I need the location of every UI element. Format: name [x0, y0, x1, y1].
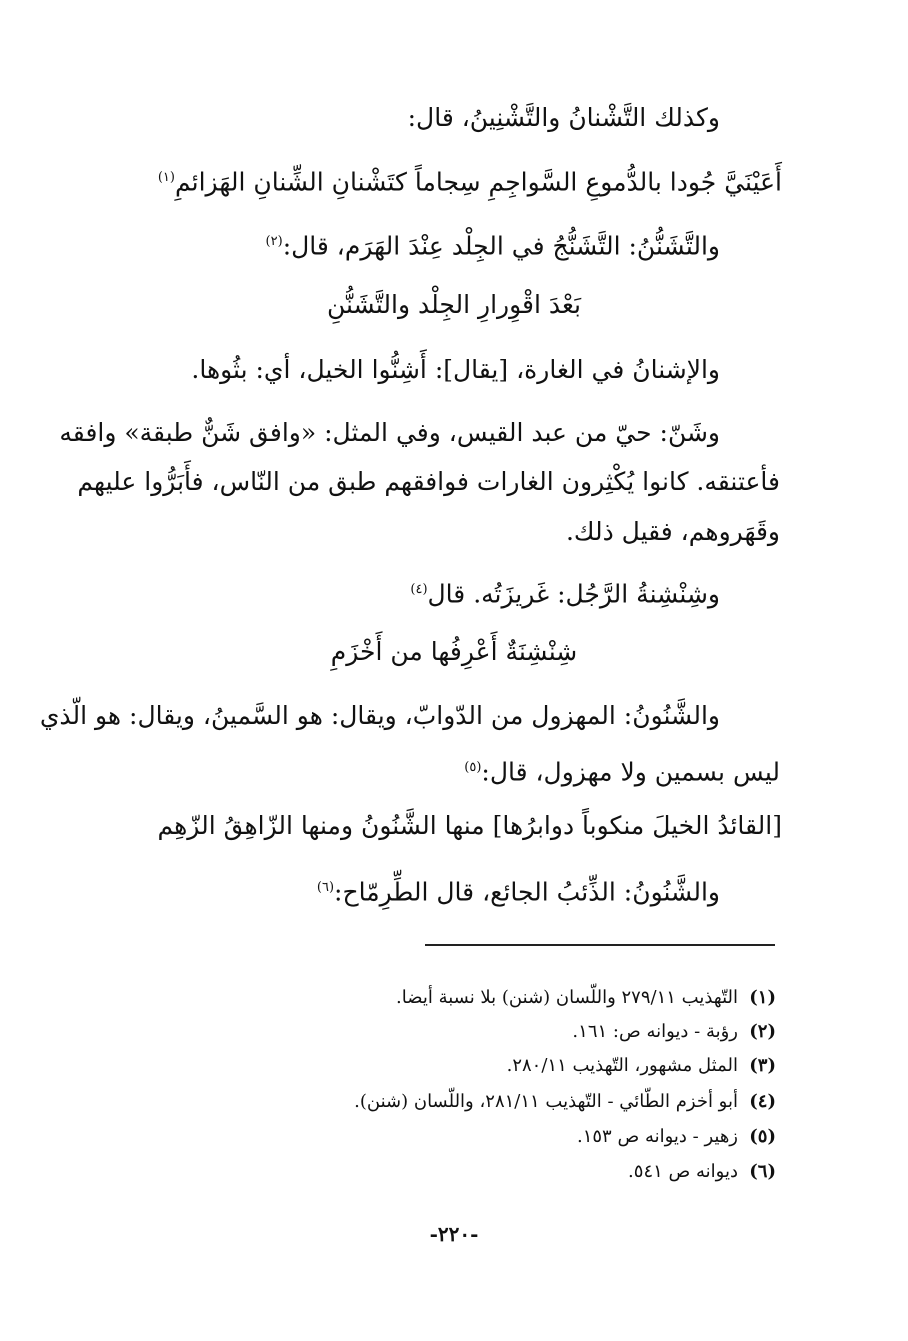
footnote: (٣)المثل مشهور، التّهذيب ٢٨٠/١١. — [506, 1055, 776, 1076]
footnote: (٢)رؤبة - ديوانه ص: ١٦١. — [572, 1021, 776, 1042]
footnote: (١)التّهذيب ٢٧٩/١١ واللّسان (شنن) بلا نسبة أيضا. — [396, 987, 776, 1008]
text-line: وقَهَروهم، فقيل ذلك. — [565, 517, 780, 546]
text-line: والشَّنُونُ: الذِّئبُ الجائع، قال الطِّرِمّاح:$^{(٦)}$ — [316, 877, 720, 907]
page-number: -٢٢٠- — [429, 1222, 479, 1246]
text-line: والتَّشَنُّنُ: التَّشَنُّجُ في الجِلْد عِنْدَ الهَرَم، قال:$^{(٢)}$ — [265, 231, 720, 261]
footnote: (٦)ديوانه ص ٥٤١. — [628, 1161, 776, 1182]
text-line: والشَّنُونُ: المهزول من الدّوابّ، ويقال: هو السَّمينُ، ويقال: هو الّذي — [39, 701, 720, 730]
text-line: والإشنانُ في الغارة، [يقال]: أَشِنُّوا الخيل، أي: بثُوها. — [191, 355, 720, 384]
footnote-mark: (٢) — [265, 234, 283, 249]
footnote-mark: (٤) — [410, 582, 428, 597]
footnote-mark: (٦) — [316, 880, 335, 895]
verse-line: [القائدُ الخيلَ منكوباً دوابرُها] منها الشَّنُونُ ومنها الزّاهِقُ الزّهِم — [157, 811, 782, 840]
text-line: فأعتنقه. كانوا يُكْثِرون الغارات فوافقهم طبق من النّاس، فأَبَرُّوا عليهم — [77, 467, 780, 496]
verse-line: بَعْدَ اقْوِرارِ الجِلْد والتَّشَنُّنِ — [326, 290, 582, 319]
footnote: (٤)أبو أخزم الطّائي - التّهذيب ٢٨١/١١، واللّسان (شنن). — [354, 1091, 776, 1112]
text-line: ليس بسمين ولا مهزول، قال:$^{(٥)}$ — [464, 757, 780, 787]
footnote: (٥)زهير - ديوانه ص ١٥٣. — [576, 1126, 776, 1147]
footnote-divider — [425, 944, 775, 946]
text-line: وكذلك التَّشْنانُ والتَّشْنِينُ، قال: — [407, 103, 720, 132]
verse-line: أَعَيْنَيَّ جُودا بالدُّموعِ السَّواجِمِ سِجاماً كتَشْنانِ الشِّنانِ الهَزائمِ$^{(١)}$ — [157, 167, 782, 197]
verse-line: شِنْشِنَةٌ أَعْرِفُها من أَخْزَمِ — [330, 637, 578, 666]
text-line: وشَنّ: حيّ من عبد القيس، وفي المثل: «وافق شَنٌّ طبقة» وافقه — [59, 418, 720, 447]
footnote-mark: (٥) — [464, 760, 482, 775]
footnote-mark: (١) — [157, 170, 175, 185]
text-line: وشِنْشِنةُ الرَّجُل: غَريزَتُه. قال$^{(٤)}$ — [410, 579, 720, 609]
